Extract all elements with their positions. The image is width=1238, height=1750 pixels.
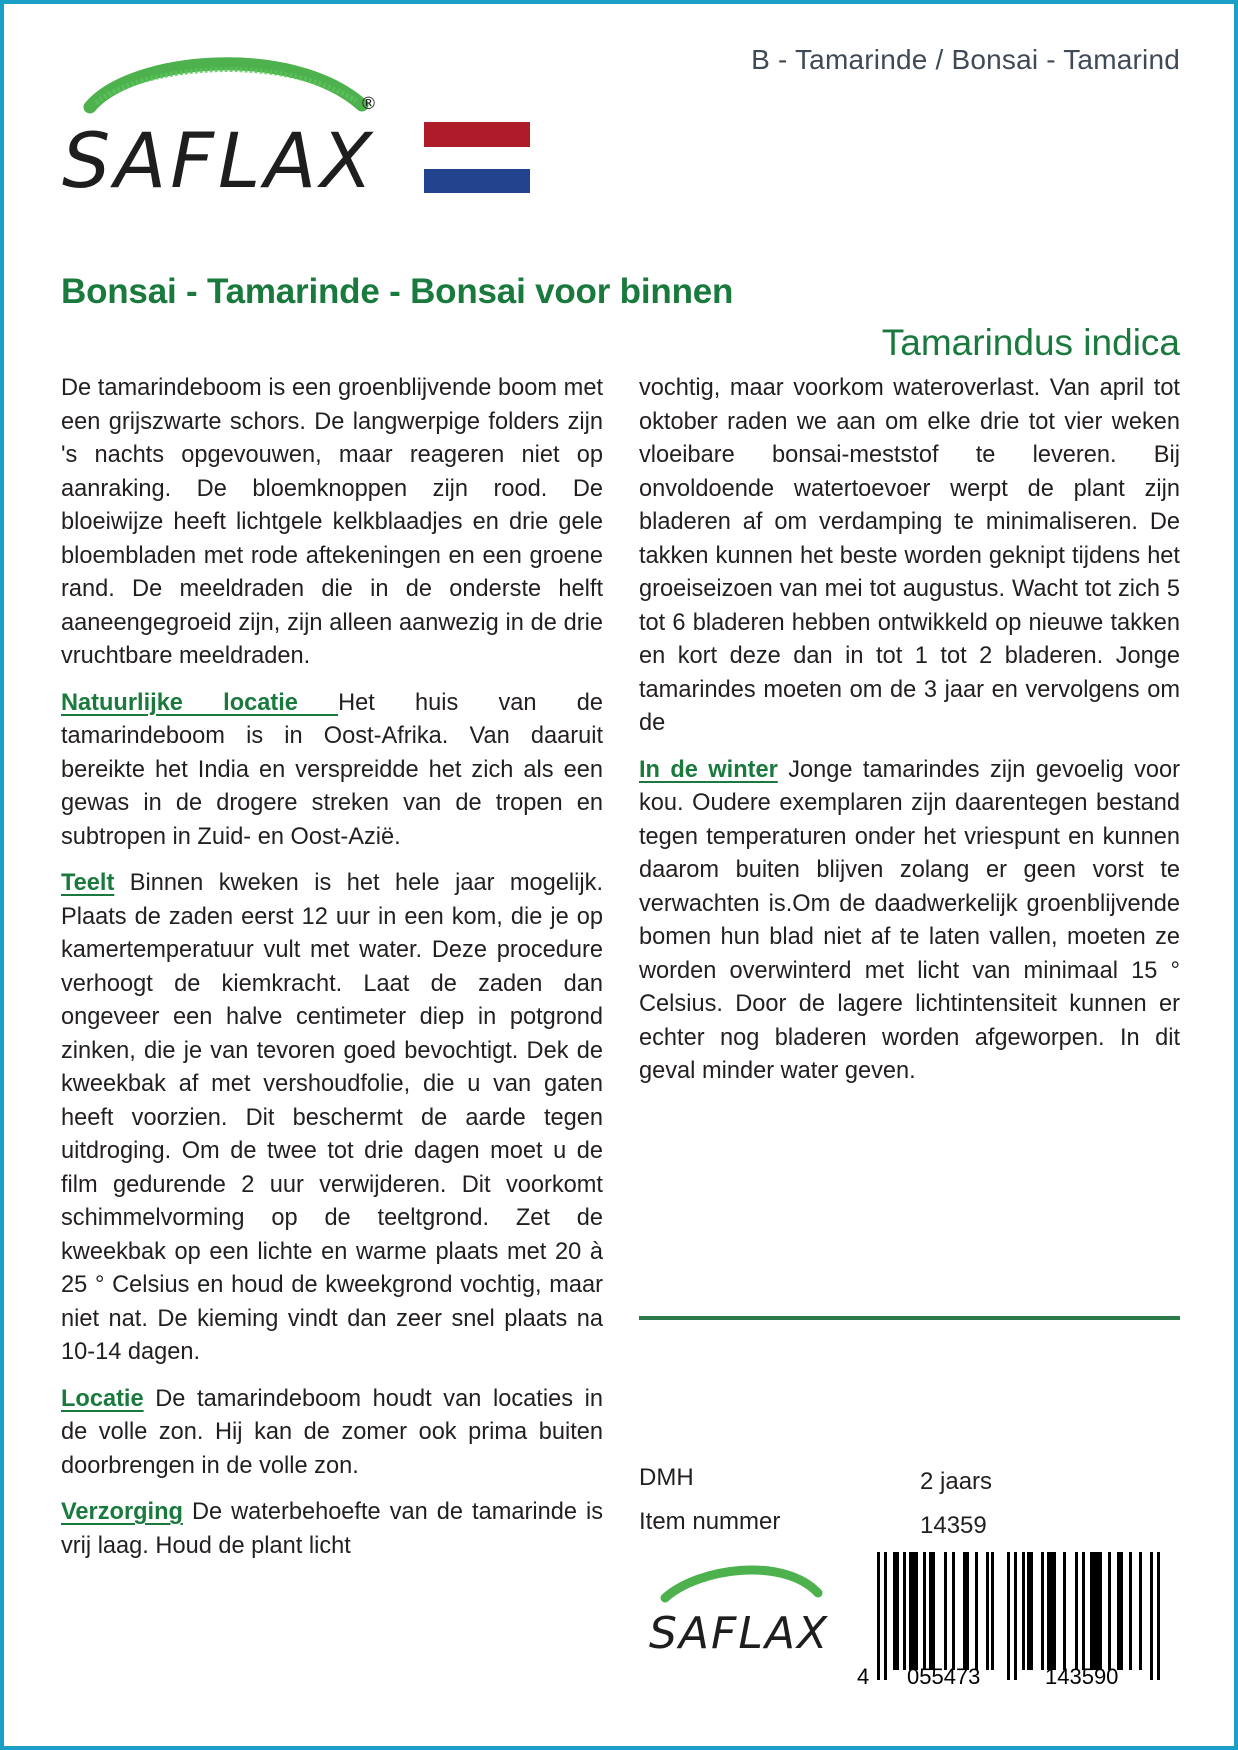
natural-location-text: Het huis van de tamarindeboom is in Oost-Afrika. Van daaruit bereikte het India en verspreidde het zich als een gewas in de drogere streken van de tropen en subtropen in Zuid- en Oost-Azië. [61, 689, 603, 850]
top-title: B - Tamarinde / Bonsai - Tamarind [751, 44, 1180, 75]
intro-paragraph: De tamarindeboom is een groenblijvende boom met een grijszwarte schors. De langwerpige folders zijn 's nachts opgevouwen, maar reageren niet op aanraking. De bloemknoppen zijn rood. De bloeiwijze heeft lichtgele kelkblaadjes en drie gele bloembladen met rode aftekeningen en een groene rand. De meeldraden die in de onderste helft aaneengegroeid zijn, zijn alleen aanwezig in de drie vruchtbare meeldraden. [61, 375, 603, 669]
care-text: De waterbehoefte van de tamarinde is vrij laag. Houd de plant licht [61, 1499, 603, 1559]
winter-heading: In de winter [639, 756, 778, 783]
barcode-right-group: 143590 [1045, 1664, 1119, 1684]
product-title: Bonsai - Tamarinde - Bonsai voor binnen [61, 272, 734, 311]
brand-text: SAFLAX [62, 116, 377, 205]
care-section [61, 1496, 603, 1563]
cultivation-section [61, 867, 603, 1370]
cultivation-text: Binnen kweken is het hele jaar mogelijk. Plaats de zaden eerst 12 uur in een kom, die je op kamertemperatuur vult met water. Deze procedure verhoogt de kiemkracht. Laat de zaden dan ongeveer een halve centimeter diep in potgrond zinken, die je van tevoren goed bevochtigt. Dek de kweekbak af met vershoudfolie, die u van gaten heeft voorzien. Dit beschermt de aarde tegen uitdroging. Om de twee tot drie dagen moet u de film gedurende 2 uur verwijderen. Dit voorkomt schimmelvorming op de teeltgrond. Zet de kweekbak op een lichte en warme plaats met 20 à 25 ° Celsius en houd de kweekgrond vochtig, maar niet nat. De kieming vindt dan zeer snel plaats na 10-14 dagen. [61, 870, 603, 1365]
left-column [61, 372, 603, 1576]
netherlands-flag-icon [424, 122, 530, 193]
right-column [639, 372, 1180, 1102]
latin-name: Tamarindus indica [881, 322, 1180, 363]
care-heading: Verzorging [61, 1499, 183, 1525]
natural-location-heading: Natuurlijke locatie [61, 689, 339, 716]
care-continued: vochtig, maar voorkom wateroverlast. Van april tot oktober raden we aan om elke drie tot vier weken vloeibare bonsai-meststof te leveren. Bij onvoldoende watertoevoer werpt de plant zijn bladeren af om verdamping te minimaliseren. De takken kunnen het beste worden geknipt tijdens het groeiseizoen van mei tot augustus. Wacht tot zich 5 tot 6 bladeren hebben ontwikkeld op nieuwe takken en kort deze dan in tot 1 tot 2 bladeren. Jonge tamarindes moeten om de 3 jaar en vervolgens om de [639, 375, 1180, 736]
saflax-logo-small [643, 1548, 853, 1658]
flag-stripe-blue [424, 169, 530, 193]
item-number-label: Item nummer [639, 1508, 781, 1535]
flag-stripe-white [424, 147, 530, 169]
location-section [61, 1383, 603, 1484]
dmh-value: 2 jaars [920, 1468, 993, 1495]
brand-small-text: SAFLAX [649, 1608, 830, 1658]
dmh-label: DMH [639, 1464, 694, 1491]
saflax-logo-icon [62, 45, 412, 205]
winter-text: Jonge tamarindes zijn gevoelig voor kou. Oudere exemplaren zijn daarentegen bestand tegen temperaturen onder het vriespunt en kunnen daarom buiten blijven zolang er geen vorst te verwachten is.Om de daadwerkelijk groenblijvende bomen hun blad niet af te laten vallen, moeten ze worden overwinterd met licht van minimaal 15 ° Celsius. Door de lagere lichtintensiteit kunnen er echter nog bladeren worden afgeworpen. In dit geval minder water geven. [639, 756, 1180, 1084]
winter-section [639, 754, 1180, 1089]
saflax-logo [62, 45, 412, 205]
saflax-logo-small-icon [643, 1548, 853, 1658]
item-number-value: 14359 [920, 1512, 987, 1539]
flag-stripe-red [424, 122, 530, 147]
registered-mark: ® [360, 94, 377, 114]
barcode-first-digit: 4 [857, 1664, 870, 1684]
barcode-left-group: 055473 [907, 1664, 981, 1684]
barcode-icon [857, 1544, 1187, 1684]
divider-rule [639, 1316, 1180, 1320]
cultivation-heading: Teelt [61, 870, 115, 896]
ean-barcode [857, 1544, 1187, 1684]
location-text: De tamarindeboom houdt van locaties in de volle zon. Hij kan de zomer ook prima buiten doorbrengen in de volle zon. [61, 1385, 603, 1479]
location-heading: Locatie [61, 1385, 144, 1412]
natural-location-section [61, 687, 603, 855]
